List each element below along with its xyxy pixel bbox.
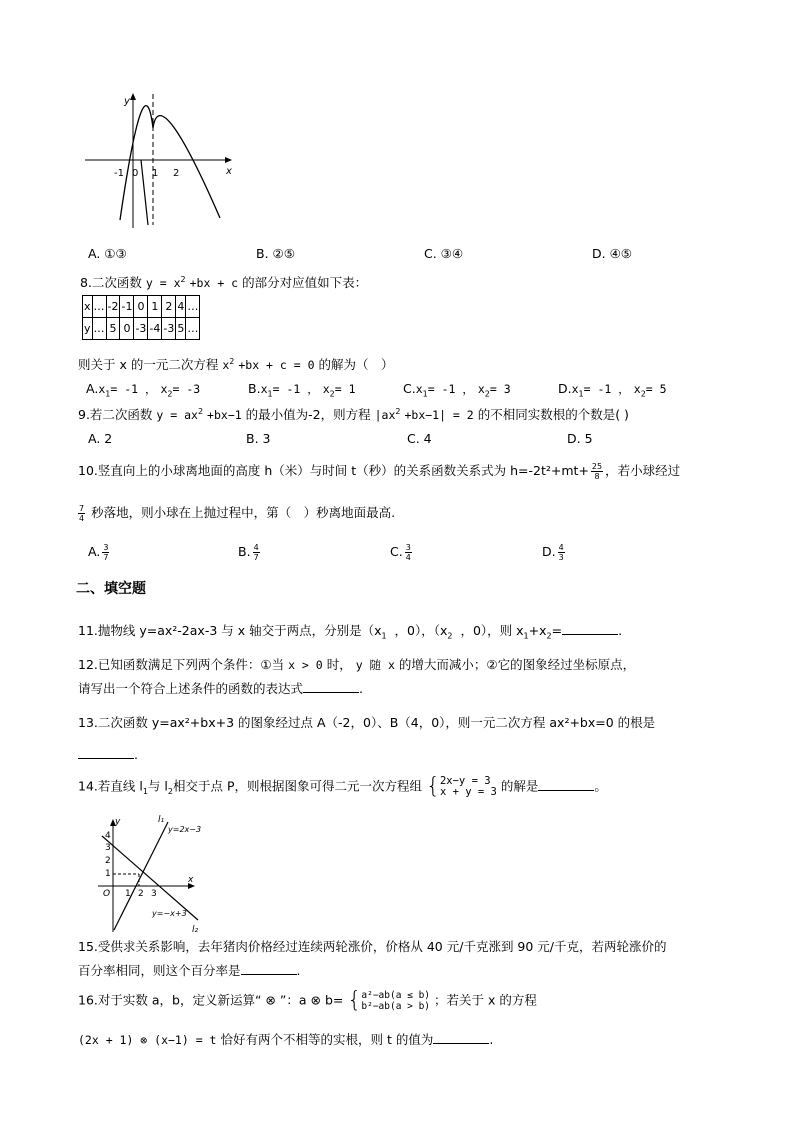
q7-option-c[interactable]: C. ③④ [424,246,464,261]
q12-stem-line2: 请写出一个符合上述条件的函数的表达式 . [78,681,363,696]
q16-stem: 16.对于实数 a，b，定义新运算“ ⊗ ”：a ⊗ b= { a²−ab(a ≤ b) b²−ab(a > b) ；若关于 x 的方程 [78,988,537,1013]
q8-option-a[interactable]: $A.x_1= -1$ ， $x_2= -3$ [86,381,201,399]
table-cell: x [83,296,93,318]
q9-option-d[interactable]: D. 5 [567,431,593,446]
lines-graph [88,812,218,934]
answer-blank[interactable] [562,622,618,635]
table-cell: y [83,318,93,340]
answer-blank[interactable] [538,778,594,791]
q9-stem: 9.若二次函数 $y = ax^2 +bx-1$ 的最小值为-2，则方程 $|ax^2 +bx-1| = 2$ 的不相同实数根的个数是( ) [78,406,629,422]
q16-stem-line2: (2x + 1) ⊗ (x−1) = t 恰好有两个不相等的实根，则 t 的值为 . [78,1032,494,1047]
fraction: $\frac{25}{8}$ [591,462,603,481]
l2-label: l₂ [192,925,199,934]
fraction: $\frac{7}{4}$ [79,504,85,523]
table-cell: 4 [176,296,186,318]
x-axis-label: x [226,166,232,177]
table-cell: … [92,318,106,340]
q15-stem-line2: 百分率相同，则这个百分率是 . [78,963,301,978]
tick-label: 1 [152,168,159,179]
table-cell: 1 [148,296,162,318]
q8-option-c[interactable]: $C.x_1= -1$ ， $x_2= 3$ [403,381,511,399]
table-cell: … [186,318,200,340]
table-cell: 2 [162,296,176,318]
q10-stem-line2: $\frac{7}{4}$ 秒落地，则小球在上抛过程中，第（ ）秒离地面最高. [79,504,396,523]
tick-label: 3 [105,843,111,853]
parabola-graph [80,90,240,230]
table-row [83,318,200,340]
q9-option-c[interactable]: C. 4 [407,431,432,446]
q10-stem: 10.竖直向上的小球离地面的高度 h（米）与时间 t（秒）的关系函数关系式为 h=-2t²+mt+ $\frac{25}{8}$ ，若小球经过 [78,462,681,481]
line-l2 [102,836,198,920]
tick-label: 1 [105,869,111,879]
q10-option-c[interactable]: C. $\frac{3}{4}$ [390,543,411,562]
section-title: 二、填空题 [76,581,146,597]
q7-option-a[interactable]: A. ①③ [88,246,127,261]
line-segment [141,160,148,225]
q10-option-a[interactable]: A. $\frac{3}{7}$ [88,543,109,562]
l1-equation: y=2x−3 [168,825,202,834]
tick-label: 2 [138,889,144,899]
answer-blank[interactable] [303,680,359,693]
tick-label: 2 [105,856,111,866]
tick-label: 0 [132,168,139,179]
tick-label: 1 [125,889,131,899]
table-cell: -3 [162,318,176,340]
table-cell: 5 [176,318,186,340]
q12-stem: 12.已知函数满足下列两个条件：①当 x > 0 时， y 随 x 的增大而减小；②它的图象经过坐标原点， [78,657,636,672]
tick-label: -1 [114,168,124,179]
q8-option-d[interactable]: $D.x_1= -1$ ， $x_2= 5$ [558,381,667,399]
table-cell: … [186,296,200,318]
answer-blank[interactable] [433,1031,489,1044]
q13-answer-line: . [78,746,138,762]
q11-stem: 11.抛物线 y=ax²-2ax-3 与 x 轴交于两点，分别是（$x_1$ ，0），（$x_2$ ，0），则 $x_1+x_2=$ . [78,623,623,641]
table-cell: 0 [120,318,134,340]
q8-stem: 8.二次函数 $y = x^2 +bx + c$ 的部分对应值如下表： [80,274,368,290]
answer-blank[interactable] [78,746,134,759]
table-cell: -1 [120,296,134,318]
y-axis-label: y [115,817,121,827]
q13-stem: 13.二次函数 y=ax²+bx+3 的图象经过点 A（-2，0）、B（4，0），则一元二次方程 ax²+bx=0 的根是 [78,715,656,730]
y-axis-label: y [124,96,130,107]
q9-option-a[interactable]: A. 2 [88,431,113,446]
q10-option-d[interactable]: D. $\frac{4}{3}$ [542,543,564,562]
q8-value-table [82,295,200,340]
parabola-curve [120,106,220,220]
table-cell: 0 [134,296,148,318]
q8-question: 则关于 x 的一元二次方程 $x^2 +bx + c = 0$ 的解为（ ） [78,356,394,372]
l2-equation: y=−x+3 [152,909,187,918]
q7-option-d[interactable]: D. ④⑤ [592,246,632,261]
q9-option-b[interactable]: B. 3 [246,431,271,446]
table-cell: 5 [106,318,120,340]
origin-label: O [103,889,111,899]
tick-label: 4 [105,831,111,841]
q14-stem: 14.若直线 $l_1$与 $l_2$相交于点 P，则根据图象可得二元一次方程组 { 2x−y = 3 x + y = 3 的解是 。 [78,774,607,799]
q15-stem: 15.受供求关系影响，去年猪肉价格经过连续两轮涨价，价格从 40 元/千克涨到 90 元/千克，若两轮涨价的 [78,939,667,954]
l1-label: l₁ [158,815,165,825]
table-cell: -3 [134,318,148,340]
q8-option-b[interactable]: $B.x_1= -1$ ， $x_2= 1$ [248,381,356,399]
q10-option-b[interactable]: B. $\frac{4}{7}$ [238,543,259,562]
tick-label: 3 [151,889,157,899]
table-cell: -4 [148,318,162,340]
answer-blank[interactable] [241,962,297,975]
table-row [83,296,200,318]
tick-label: 2 [173,168,180,179]
q7-option-b[interactable]: B. ②⑤ [256,246,295,261]
table-cell: … [92,296,106,318]
table-cell: -2 [106,296,120,318]
x-axis-label: x [188,875,194,885]
